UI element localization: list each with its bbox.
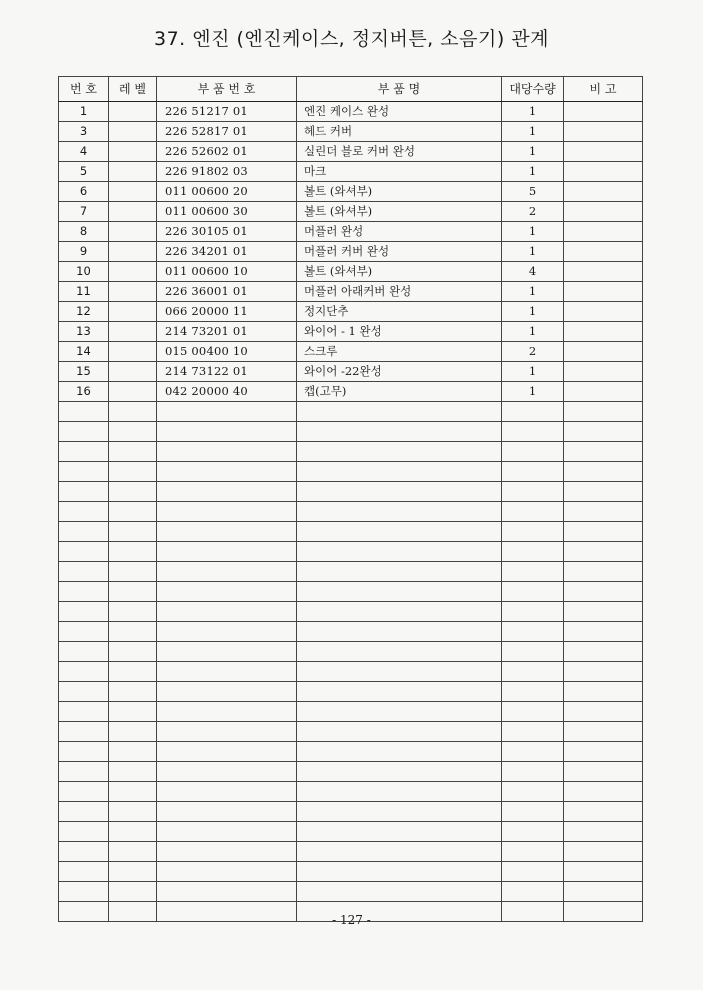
row-part-number: [157, 722, 297, 742]
empty-table-row: [59, 802, 643, 822]
table-row: [59, 322, 643, 342]
row-part-number: 214 73122 01: [157, 362, 297, 382]
row-level: [109, 782, 157, 802]
row-level: [109, 322, 157, 342]
row-number: [59, 502, 109, 522]
row-part-name: 스크루: [297, 342, 502, 362]
row-quantity: 1: [502, 102, 564, 122]
row-level: [109, 682, 157, 702]
row-note: [564, 162, 643, 182]
row-number: [59, 642, 109, 662]
empty-table-row: [59, 862, 643, 882]
row-part-number: [157, 682, 297, 702]
row-quantity: 1: [502, 242, 564, 262]
row-number: 7: [59, 202, 109, 222]
header-no: 번 호: [59, 77, 109, 102]
empty-table-row: [59, 662, 643, 682]
row-part-number: 226 36001 01: [157, 282, 297, 302]
empty-table-row: [59, 482, 643, 502]
row-part-name: [297, 782, 502, 802]
empty-table-row: [59, 822, 643, 842]
row-part-name: [297, 702, 502, 722]
row-quantity: [502, 702, 564, 722]
row-number: [59, 402, 109, 422]
empty-table-row: [59, 602, 643, 622]
empty-table-row: [59, 542, 643, 562]
row-note: [564, 782, 643, 802]
table-row: [59, 182, 643, 202]
row-part-number: 226 52817 01: [157, 122, 297, 142]
row-note: [564, 762, 643, 782]
row-part-number: [157, 702, 297, 722]
row-part-name: 머플러 완성: [297, 222, 502, 242]
row-part-name: [297, 662, 502, 682]
table-row: [59, 142, 643, 162]
row-part-name: [297, 522, 502, 542]
row-part-number: [157, 482, 297, 502]
parts-table: [58, 76, 643, 922]
row-note: [564, 562, 643, 582]
row-number: 3: [59, 122, 109, 142]
row-number: [59, 622, 109, 642]
row-number: [59, 482, 109, 502]
row-part-name: [297, 462, 502, 482]
row-note: [564, 602, 643, 622]
row-part-number: 011 00600 30: [157, 202, 297, 222]
table-row: [59, 282, 643, 302]
row-part-number: [157, 402, 297, 422]
row-note: [564, 842, 643, 862]
row-part-number: [157, 542, 297, 562]
row-part-name: 와이어 -22완성: [297, 362, 502, 382]
row-part-name: [297, 542, 502, 562]
row-note: [564, 542, 643, 562]
row-quantity: 1: [502, 302, 564, 322]
empty-table-row: [59, 462, 643, 482]
row-number: 4: [59, 142, 109, 162]
row-quantity: [502, 782, 564, 802]
row-level: [109, 822, 157, 842]
empty-table-row: [59, 762, 643, 782]
row-quantity: [502, 542, 564, 562]
row-note: [564, 622, 643, 642]
row-level: [109, 762, 157, 782]
row-part-number: [157, 462, 297, 482]
row-part-number: 226 52602 01: [157, 142, 297, 162]
row-part-number: 015 00400 10: [157, 342, 297, 362]
row-part-number: 042 20000 40: [157, 382, 297, 402]
row-quantity: [502, 402, 564, 422]
row-number: [59, 722, 109, 742]
row-quantity: [502, 482, 564, 502]
row-number: [59, 862, 109, 882]
row-part-number: 066 20000 11: [157, 302, 297, 322]
row-level: [109, 842, 157, 862]
row-number: 10: [59, 262, 109, 282]
row-level: [109, 102, 157, 122]
row-note: [564, 222, 643, 242]
row-level: [109, 442, 157, 462]
row-part-name: [297, 882, 502, 902]
row-quantity: [502, 442, 564, 462]
row-note: [564, 682, 643, 702]
row-quantity: 1: [502, 162, 564, 182]
row-level: [109, 162, 157, 182]
row-number: [59, 822, 109, 842]
table-row: [59, 362, 643, 382]
row-level: [109, 562, 157, 582]
row-part-number: [157, 622, 297, 642]
row-number: [59, 602, 109, 622]
row-part-name: [297, 822, 502, 842]
row-quantity: [502, 882, 564, 902]
row-number: [59, 462, 109, 482]
row-level: [109, 382, 157, 402]
row-number: [59, 542, 109, 562]
row-quantity: 1: [502, 382, 564, 402]
row-part-number: [157, 502, 297, 522]
row-part-number: 214 73201 01: [157, 322, 297, 342]
row-part-name: 정지단추: [297, 302, 502, 322]
empty-table-row: [59, 582, 643, 602]
row-level: [109, 262, 157, 282]
empty-table-row: [59, 422, 643, 442]
empty-table-row: [59, 682, 643, 702]
table-row: [59, 302, 643, 322]
row-quantity: [502, 762, 564, 782]
row-level: [109, 242, 157, 262]
row-part-number: 226 91802 03: [157, 162, 297, 182]
row-quantity: [502, 502, 564, 522]
row-level: [109, 662, 157, 682]
row-number: 12: [59, 302, 109, 322]
row-quantity: [502, 642, 564, 662]
row-number: [59, 802, 109, 822]
row-level: [109, 882, 157, 902]
row-level: [109, 462, 157, 482]
row-note: [564, 802, 643, 822]
row-note: [564, 402, 643, 422]
row-number: 1: [59, 102, 109, 122]
row-part-name: [297, 842, 502, 862]
row-level: [109, 602, 157, 622]
row-part-name: [297, 502, 502, 522]
row-quantity: [502, 842, 564, 862]
page-number: - 127 -: [332, 913, 371, 927]
row-quantity: [502, 602, 564, 622]
row-number: [59, 842, 109, 862]
row-quantity: [502, 582, 564, 602]
empty-table-row: [59, 702, 643, 722]
row-note: [564, 122, 643, 142]
row-level: [109, 742, 157, 762]
row-level: [109, 342, 157, 362]
row-number: 5: [59, 162, 109, 182]
row-part-number: [157, 762, 297, 782]
row-quantity: 1: [502, 122, 564, 142]
row-quantity: 4: [502, 262, 564, 282]
row-part-name: 실린더 블로 커버 완성: [297, 142, 502, 162]
row-level: [109, 622, 157, 642]
empty-table-row: [59, 722, 643, 742]
table-row: [59, 202, 643, 222]
row-note: [564, 442, 643, 462]
row-quantity: 1: [502, 142, 564, 162]
row-number: 13: [59, 322, 109, 342]
row-level: [109, 122, 157, 142]
row-number: [59, 702, 109, 722]
row-number: 9: [59, 242, 109, 262]
row-part-number: [157, 422, 297, 442]
row-part-name: 엔진 케이스 완성: [297, 102, 502, 122]
row-part-number: 011 00600 20: [157, 182, 297, 202]
empty-table-row: [59, 562, 643, 582]
row-quantity: [502, 462, 564, 482]
row-level: [109, 722, 157, 742]
row-number: [59, 522, 109, 542]
row-number: 11: [59, 282, 109, 302]
row-note: [564, 362, 643, 382]
row-part-number: [157, 862, 297, 882]
row-part-name: 머플러 커버 완성: [297, 242, 502, 262]
row-note: [564, 242, 643, 262]
row-level: [109, 542, 157, 562]
row-level: [109, 702, 157, 722]
empty-table-row: [59, 502, 643, 522]
row-part-name: 마크: [297, 162, 502, 182]
row-note: [564, 462, 643, 482]
row-note: [564, 142, 643, 162]
row-part-number: [157, 782, 297, 802]
row-part-name: 볼트 (와셔부): [297, 182, 502, 202]
row-number: 16: [59, 382, 109, 402]
table-row: [59, 342, 643, 362]
row-part-name: [297, 802, 502, 822]
row-part-number: [157, 582, 297, 602]
row-note: [564, 102, 643, 122]
row-note: [564, 502, 643, 522]
row-quantity: 5: [502, 182, 564, 202]
row-quantity: [502, 802, 564, 822]
row-part-number: [157, 642, 297, 662]
row-level: [109, 422, 157, 442]
row-level: [109, 302, 157, 322]
row-quantity: 2: [502, 202, 564, 222]
row-part-name: [297, 862, 502, 882]
row-level: [109, 802, 157, 822]
empty-table-row: [59, 782, 643, 802]
row-part-number: [157, 822, 297, 842]
row-note: [564, 262, 643, 282]
row-part-number: 226 34201 01: [157, 242, 297, 262]
row-part-name: [297, 562, 502, 582]
row-part-name: 와이어 - 1 완성: [297, 322, 502, 342]
empty-table-row: [59, 442, 643, 462]
table-row: [59, 382, 643, 402]
row-number: [59, 742, 109, 762]
empty-table-row: [59, 882, 643, 902]
table-row: [59, 262, 643, 282]
row-level: [109, 502, 157, 522]
row-number: [59, 442, 109, 462]
row-level: [109, 642, 157, 662]
row-part-number: [157, 882, 297, 902]
row-number: [59, 682, 109, 702]
row-note: [564, 662, 643, 682]
header-note: 비 고: [564, 77, 643, 102]
table-row: [59, 102, 643, 122]
row-part-name: [297, 622, 502, 642]
row-part-name: [297, 602, 502, 622]
row-note: [564, 302, 643, 322]
row-part-name: [297, 742, 502, 762]
row-part-name: [297, 682, 502, 702]
empty-table-row: [59, 622, 643, 642]
empty-table-row: [59, 522, 643, 542]
row-part-name: 캡(고무): [297, 382, 502, 402]
row-part-name: 머플러 아래커버 완성: [297, 282, 502, 302]
row-part-name: 볼트 (와셔부): [297, 262, 502, 282]
row-part-name: [297, 642, 502, 662]
row-note: [564, 182, 643, 202]
row-part-number: [157, 662, 297, 682]
row-level: [109, 362, 157, 382]
row-part-name: [297, 442, 502, 462]
row-level: [109, 862, 157, 882]
row-note: [564, 482, 643, 502]
row-level: [109, 282, 157, 302]
row-note: [564, 722, 643, 742]
row-quantity: [502, 682, 564, 702]
empty-table-row: [59, 402, 643, 422]
row-part-number: [157, 442, 297, 462]
row-number: 8: [59, 222, 109, 242]
table-body: [59, 102, 643, 922]
row-note: [564, 862, 643, 882]
row-level: [109, 582, 157, 602]
row-note: [564, 702, 643, 722]
row-quantity: [502, 862, 564, 882]
row-note: [564, 822, 643, 842]
row-number: 14: [59, 342, 109, 362]
row-part-number: 226 30105 01: [157, 222, 297, 242]
header-level: 레 벨: [109, 77, 157, 102]
row-note: [564, 282, 643, 302]
row-quantity: [502, 622, 564, 642]
row-number: 15: [59, 362, 109, 382]
empty-table-row: [59, 742, 643, 762]
row-part-name: [297, 422, 502, 442]
row-note: [564, 882, 643, 902]
row-part-name: [297, 722, 502, 742]
row-part-number: [157, 522, 297, 542]
header-part-name: 부 품 명: [297, 77, 502, 102]
row-part-number: [157, 742, 297, 762]
row-quantity: [502, 742, 564, 762]
header-part-number: 부 품 번 호: [157, 77, 297, 102]
row-number: [59, 662, 109, 682]
row-level: [109, 222, 157, 242]
table-row: [59, 162, 643, 182]
row-note: [564, 202, 643, 222]
row-note: [564, 522, 643, 542]
row-level: [109, 142, 157, 162]
row-part-number: [157, 562, 297, 582]
row-part-name: [297, 482, 502, 502]
row-quantity: 2: [502, 342, 564, 362]
row-part-name: 헤드 커버: [297, 122, 502, 142]
table-row: [59, 122, 643, 142]
row-number: 6: [59, 182, 109, 202]
row-number: [59, 582, 109, 602]
row-part-name: [297, 402, 502, 422]
row-note: [564, 342, 643, 362]
row-number: [59, 562, 109, 582]
row-note: [564, 322, 643, 342]
row-level: [109, 522, 157, 542]
row-note: [564, 382, 643, 402]
row-part-name: [297, 762, 502, 782]
row-quantity: [502, 522, 564, 542]
table-row: [59, 222, 643, 242]
row-quantity: 1: [502, 322, 564, 342]
row-note: [564, 422, 643, 442]
header-quantity: 대당수량: [502, 77, 564, 102]
row-part-number: [157, 842, 297, 862]
row-number: [59, 882, 109, 902]
row-quantity: 1: [502, 222, 564, 242]
row-level: [109, 202, 157, 222]
row-note: [564, 582, 643, 602]
row-level: [109, 182, 157, 202]
row-quantity: 1: [502, 362, 564, 382]
table-row: [59, 242, 643, 262]
row-part-number: 011 00600 10: [157, 262, 297, 282]
empty-table-row: [59, 842, 643, 862]
row-note: [564, 742, 643, 762]
row-level: [109, 402, 157, 422]
row-part-number: 226 51217 01: [157, 102, 297, 122]
page-title: 37. 엔진 (엔진케이스, 정지버튼, 소음기) 관계: [154, 28, 549, 50]
row-quantity: [502, 662, 564, 682]
row-number: [59, 762, 109, 782]
row-part-number: [157, 802, 297, 822]
row-quantity: 1: [502, 282, 564, 302]
row-level: [109, 482, 157, 502]
row-number: [59, 782, 109, 802]
empty-table-row: [59, 642, 643, 662]
row-part-name: [297, 582, 502, 602]
row-part-number: [157, 602, 297, 622]
row-quantity: [502, 722, 564, 742]
row-note: [564, 642, 643, 662]
row-quantity: [502, 822, 564, 842]
row-quantity: [502, 422, 564, 442]
row-number: [59, 422, 109, 442]
row-quantity: [502, 562, 564, 582]
table-header-row: [59, 77, 643, 102]
row-part-name: 볼트 (와셔부): [297, 202, 502, 222]
